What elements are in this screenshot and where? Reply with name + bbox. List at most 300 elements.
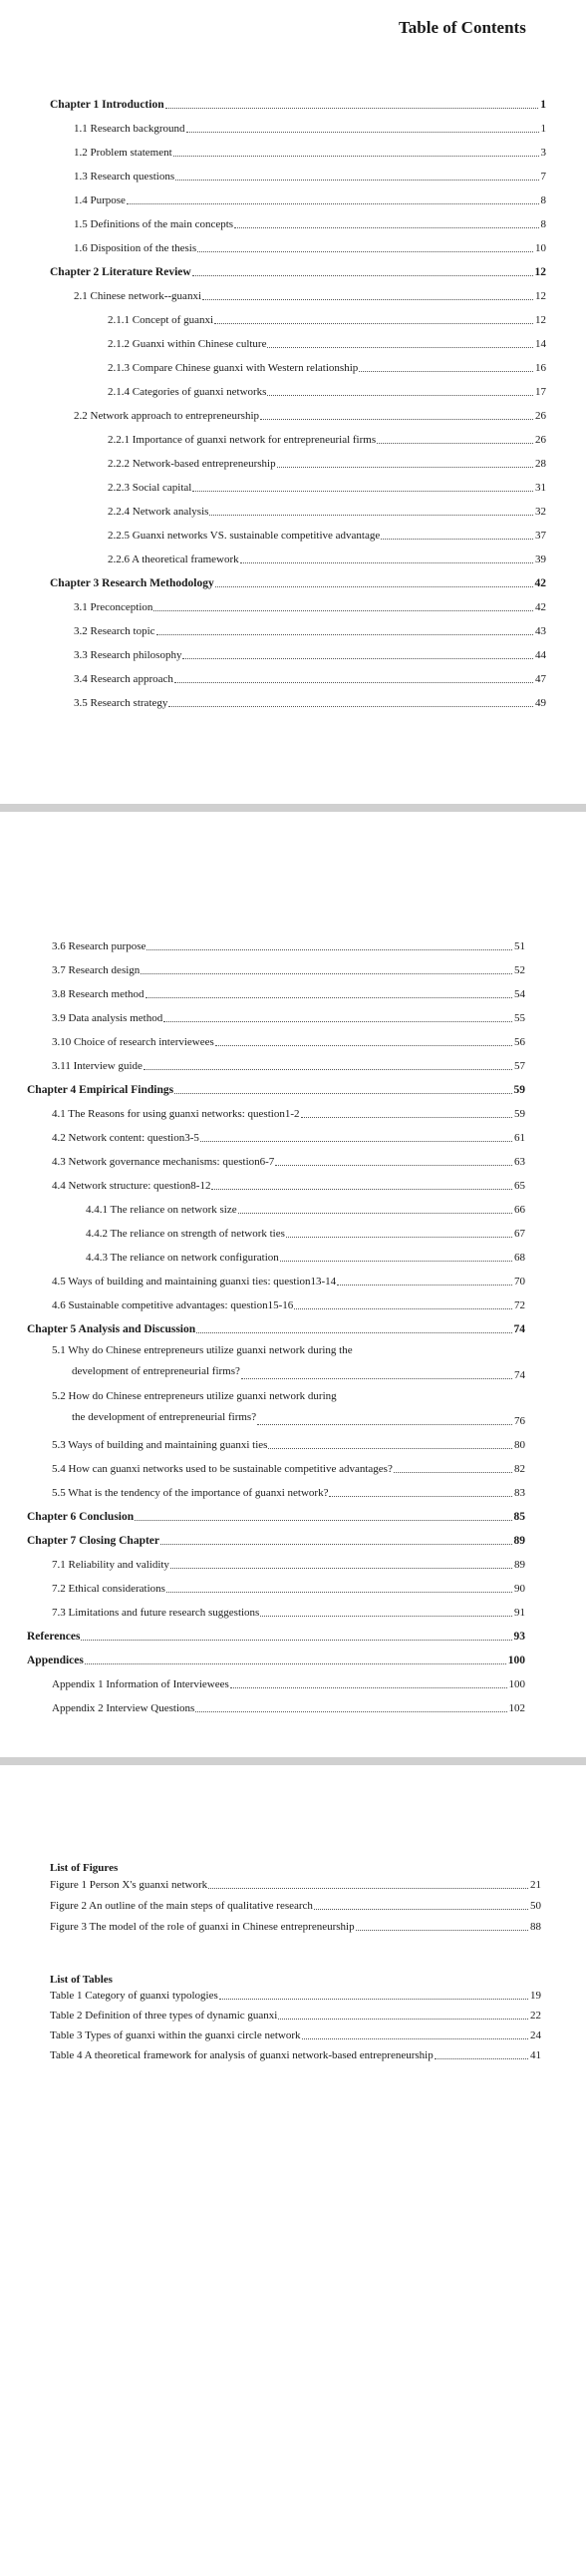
toc-page-number: 41 <box>530 2049 541 2061</box>
toc-page-number: 22 <box>530 2010 541 2022</box>
toc-entry-title <box>27 1322 195 1336</box>
toc-entry-title-line: 3.9 Data analysis method <box>52 1012 163 1024</box>
dot-leader <box>337 1285 512 1286</box>
toc-page-number: 89 <box>513 1535 525 1547</box>
toc-chapter-entry[interactable] <box>0 1646 586 1669</box>
toc-entry-title-line: 5.4 How can guanxi networks used to be sustainable competitive advantages? <box>52 1463 393 1475</box>
toc-entry-title <box>52 1011 162 1025</box>
toc-entry-title-line: 4.4 Network structure: question8-12 <box>52 1180 211 1192</box>
toc-entry-title <box>52 1275 336 1288</box>
dot-leader <box>192 491 533 492</box>
toc-entry-title-line: 3.2 Research topic <box>74 625 155 637</box>
toc-page-1 <box>0 0 586 804</box>
toc-page-number: 8 <box>540 218 546 230</box>
dot-leader <box>215 586 533 587</box>
toc-entry[interactable] <box>0 1123 586 1147</box>
toc-page-number: 70 <box>514 1276 525 1288</box>
dot-leader <box>146 997 512 998</box>
toc-page-number: 74 <box>514 1369 525 1381</box>
toc-entry-title-line: 1.3 Research questions <box>74 171 175 183</box>
toc-entry[interactable] <box>0 1290 586 1314</box>
toc-entry-title <box>74 672 173 686</box>
dot-leader <box>175 180 538 181</box>
toc-entry[interactable] <box>0 329 586 353</box>
toc-entry[interactable] <box>0 1171 586 1195</box>
toc-page-number: 74 <box>513 1323 525 1335</box>
toc-entry[interactable] <box>0 1693 586 1717</box>
toc-page-number: 49 <box>535 697 546 709</box>
page-separator <box>0 804 586 812</box>
toc-entry[interactable] <box>0 1027 586 1051</box>
toc-entry-title-line: Chapter 7 Closing Chapter <box>27 1535 160 1547</box>
toc-entry[interactable] <box>0 377 586 401</box>
toc-entry-title-line: 5.1 Why do Chinese entrepreneurs utilize guanxi network during the <box>52 1344 353 1356</box>
toc-entry-title-line: Table 4 A theoretical framework for analysis of guanxi network-based entrepreneurship <box>50 2049 434 2061</box>
toc-chapter-entry[interactable] <box>0 1526 586 1550</box>
dot-leader <box>85 1663 506 1664</box>
toc-page-number: 44 <box>535 649 546 661</box>
toc-entry-title <box>74 122 185 136</box>
toc-entry[interactable] <box>0 162 586 185</box>
toc-entry[interactable] <box>0 521 586 545</box>
toc-entry-title <box>52 1606 259 1620</box>
toc-page-number: 91 <box>514 1607 525 1619</box>
toc-entry-title-line: 3.10 Choice of research interviewees <box>52 1036 214 1048</box>
toc-entry-title-line: Table 1 Category of guanxi typologies <box>50 1990 218 2002</box>
toc-entry[interactable] <box>0 1478 586 1502</box>
toc-entry-title-line: 3.1 Preconception <box>74 601 153 613</box>
toc-entry-title-line: 1.1 Research background <box>74 123 185 135</box>
toc-entry-title-line: 1.6 Disposition of the thesis <box>74 242 197 254</box>
dot-leader <box>275 1165 512 1166</box>
toc-entry-title <box>108 361 358 375</box>
toc-chapter-entry[interactable] <box>0 257 586 281</box>
toc-entry[interactable] <box>0 2024 586 2044</box>
toc-page-number: 31 <box>535 482 546 494</box>
toc-entry[interactable] <box>0 1099 586 1123</box>
toc-entry-title <box>52 1438 267 1452</box>
toc-page-number: 39 <box>535 553 546 565</box>
toc-entry[interactable] <box>0 616 586 640</box>
toc-page-number: 43 <box>535 625 546 637</box>
toc-page-number: 72 <box>514 1299 525 1311</box>
toc-entry-title <box>27 1630 80 1644</box>
toc-entry[interactable] <box>0 1454 586 1478</box>
toc-page-number: 12 <box>534 266 546 278</box>
toc-entry-title <box>52 1179 210 1193</box>
toc-chapter-entry[interactable] <box>0 1314 586 1338</box>
toc-chapter-entry[interactable] <box>0 1622 586 1646</box>
dot-leader <box>267 395 533 396</box>
toc-entry[interactable] <box>0 1243 586 1267</box>
dot-leader <box>156 634 533 635</box>
toc-entry-title <box>52 1131 199 1145</box>
list-of-tables-heading: List of Tables <box>50 1974 113 1986</box>
toc-entry-title-line: 4.2 Network content: question3-5 <box>52 1132 199 1144</box>
dot-leader <box>240 562 533 563</box>
toc-page-number: 50 <box>530 1900 541 1912</box>
toc-entry-title-line: 3.8 Research method <box>52 988 145 1000</box>
toc-entry-title <box>52 1582 165 1596</box>
toc-entry-title <box>86 1251 279 1265</box>
toc-entry-title <box>52 1558 169 1572</box>
toc-entry-title <box>27 1534 159 1548</box>
dot-leader <box>356 1930 528 1931</box>
toc-chapter-entry[interactable] <box>0 1502 586 1526</box>
toc-entry[interactable] <box>0 1003 586 1027</box>
toc-entry-title-line: Chapter 3 Research Methodology <box>50 577 214 589</box>
toc-entry[interactable] <box>0 1338 586 1384</box>
toc-entry[interactable] <box>0 592 586 616</box>
toc-entry-title <box>52 939 146 953</box>
toc-entry-title-line: Appendix 1 Information of Interviewees <box>52 1678 229 1690</box>
dot-leader <box>165 108 539 109</box>
toc-entry-title-line: Chapter 5 Analysis and Discussion <box>27 1323 196 1335</box>
dot-leader <box>174 682 533 683</box>
toc-entry-title-line: 5.2 How do Chinese entrepreneurs utilize guanxi network during <box>52 1390 337 1402</box>
dot-leader <box>160 1544 511 1545</box>
toc-entry-title <box>52 1462 393 1476</box>
toc-entry-title <box>74 696 167 710</box>
dot-leader <box>260 419 533 420</box>
toc-entry[interactable] <box>0 1430 586 1454</box>
toc-entry-title <box>86 1227 285 1241</box>
toc-entry-title <box>50 98 164 112</box>
toc-page-number: 52 <box>514 964 525 976</box>
toc-entry-title-line: 7.2 Ethical considerations <box>52 1583 165 1595</box>
lists-page <box>0 1765 586 2576</box>
toc-entry-title <box>108 337 266 351</box>
toc-page-number: 100 <box>508 1678 525 1690</box>
toc-entry-title-line: Chapter 6 Conclusion <box>27 1511 135 1523</box>
toc-entry-title-line: Chapter 4 Empirical Findings <box>27 1084 174 1096</box>
page-separator <box>0 1757 586 1765</box>
toc-page-number: 7 <box>540 171 546 183</box>
toc-page-number: 59 <box>514 1108 525 1120</box>
toc-entry[interactable] <box>0 1267 586 1290</box>
toc-entry-title-line: 2.1.3 Compare Chinese guanxi with Western relationship <box>108 362 359 374</box>
dot-leader <box>135 1520 511 1521</box>
toc-entry-title <box>52 1298 293 1312</box>
toc-page-number: 1 <box>540 123 546 135</box>
toc-page-number: 59 <box>513 1084 525 1096</box>
toc-entry[interactable] <box>0 1894 586 1915</box>
toc-entry[interactable] <box>0 449 586 473</box>
toc-page-number: 26 <box>535 410 546 422</box>
toc-entry-title <box>108 385 266 399</box>
dot-leader <box>267 347 533 348</box>
toc-entry-title <box>27 1510 134 1524</box>
list-of-tables <box>0 1985 586 2064</box>
toc-entry-title <box>52 1701 194 1715</box>
toc-entry[interactable] <box>0 1669 586 1693</box>
toc-page-number: 85 <box>513 1511 525 1523</box>
toc-entry-title-line: development of entrepreneurial firms? <box>72 1365 240 1377</box>
toc-chapter-entry[interactable] <box>0 568 586 592</box>
toc-page-number: 21 <box>530 1879 541 1891</box>
toc-entry-title-line: 1.4 Purpose <box>74 194 126 206</box>
toc-entry[interactable] <box>0 1873 586 1894</box>
toc-page-number: 83 <box>514 1487 525 1499</box>
toc-entry-title-line: 2.1.1 Concept of guanxi <box>108 314 214 326</box>
dot-leader <box>196 1332 511 1333</box>
toc-page-number: 63 <box>514 1156 525 1168</box>
toc-entry-title <box>27 1654 84 1667</box>
toc-page-number: 1 <box>540 99 546 111</box>
toc-entry[interactable] <box>0 305 586 329</box>
toc-entry-title <box>52 1340 450 1382</box>
dot-leader <box>208 1888 528 1889</box>
dot-leader <box>215 1045 512 1046</box>
dot-leader <box>302 2038 529 2039</box>
dot-leader <box>435 2058 528 2059</box>
toc-entry-title-line: 2.1.2 Guanxi within Chinese culture <box>108 338 267 350</box>
dot-leader <box>141 973 512 974</box>
toc-entry-title-line: 2.2.5 Guanxi networks VS. sustainable competitive advantage <box>108 530 381 542</box>
dot-leader <box>301 1117 513 1118</box>
toc-entry-title <box>52 1059 143 1073</box>
toc-entry-title-line: 4.1 The Reasons for using guanxi networks: question1-2 <box>52 1108 300 1120</box>
toc-entry[interactable] <box>0 979 586 1003</box>
dot-leader <box>127 203 539 204</box>
toc-entry-title <box>52 963 140 977</box>
toc-page-number: 80 <box>514 1439 525 1451</box>
dot-leader <box>192 275 533 276</box>
toc-page-2 <box>0 812 586 1757</box>
toc-entry[interactable] <box>0 1598 586 1622</box>
toc-page-number: 88 <box>530 1921 541 1933</box>
toc-entry-title-line: Appendix 2 Interview Questions <box>52 1702 195 1714</box>
dot-leader <box>186 132 539 133</box>
toc-page-number: 102 <box>508 1702 525 1714</box>
dot-leader <box>81 1640 511 1641</box>
toc-entry-title <box>74 648 181 662</box>
toc-page-number: 54 <box>514 988 525 1000</box>
toc-page-number: 42 <box>534 577 546 589</box>
toc-entry[interactable] <box>0 353 586 377</box>
toc-entry[interactable] <box>0 931 586 955</box>
toc-entry[interactable] <box>0 664 586 688</box>
toc-entry-title-line: 1.2 Problem statement <box>74 147 172 159</box>
toc-entry-title-line: 2.2 Network approach to entrepreneurship <box>74 410 260 422</box>
toc-entry-title <box>50 1920 355 1934</box>
toc-page-number: 65 <box>514 1180 525 1192</box>
dot-leader <box>394 1472 512 1473</box>
toc-title: Table of Contents <box>399 18 526 37</box>
toc-entry[interactable] <box>0 114 586 138</box>
dot-leader <box>153 610 533 611</box>
toc-entry-title <box>108 457 276 471</box>
toc-entry-title <box>108 313 213 327</box>
dot-leader <box>182 658 533 659</box>
toc-entry[interactable] <box>0 185 586 209</box>
toc-entry-title-line: Figure 3 The model of the role of guanxi in Chinese entrepreneurship <box>50 1921 355 1933</box>
dot-leader <box>197 251 533 252</box>
dot-leader <box>230 1687 507 1688</box>
toc-entries-page-2 <box>0 931 586 1717</box>
toc-entry-title-line: 2.2.3 Social capital <box>108 482 192 494</box>
dot-leader <box>241 1378 512 1379</box>
toc-page-number: 3 <box>540 147 546 159</box>
toc-entry[interactable] <box>0 1147 586 1171</box>
toc-entry-title-line: 3.5 Research strategy <box>74 697 168 709</box>
toc-entry[interactable] <box>0 1574 586 1598</box>
toc-entry-title-line: 2.2.1 Importance of guanxi network for entrepreneurial firms <box>108 434 377 446</box>
dot-leader <box>257 1424 512 1425</box>
toc-page-number: 24 <box>530 2029 541 2041</box>
toc-entry-title <box>50 1878 207 1892</box>
dot-leader <box>214 323 533 324</box>
dot-leader <box>209 515 533 516</box>
toc-entry[interactable] <box>0 2005 586 2024</box>
toc-page-number: 16 <box>535 362 546 374</box>
toc-entry-title <box>108 529 380 543</box>
toc-entry-title-line: the development of entrepreneurial firms? <box>72 1411 257 1423</box>
toc-chapter-entry[interactable] <box>0 1075 586 1099</box>
toc-page-number: 12 <box>535 314 546 326</box>
toc-entry-title <box>108 505 208 519</box>
toc-entry-title-line: 4.4.1 The reliance on network size <box>86 1204 237 1216</box>
dot-leader <box>174 1093 511 1094</box>
toc-entry-title-line: 2.1.4 Categories of guanxi networks <box>108 386 267 398</box>
toc-entry[interactable] <box>0 688 586 712</box>
toc-entry-title-line: 1.5 Definitions of the main concepts <box>74 218 234 230</box>
toc-chapter-entry[interactable] <box>0 90 586 114</box>
toc-entry-title <box>74 170 174 184</box>
toc-entry[interactable] <box>0 545 586 568</box>
toc-entry-title-line: References <box>27 1631 81 1643</box>
dot-leader <box>219 1999 528 2000</box>
toc-entry[interactable] <box>0 281 586 305</box>
toc-entry[interactable] <box>0 497 586 521</box>
toc-entry-title <box>108 481 191 495</box>
toc-entry-title-line: Table 3 Types of guanxi within the guanxi circle network <box>50 2029 301 2041</box>
toc-entry-title-line: 4.3 Network governance mechanisms: question6-7 <box>52 1156 275 1168</box>
toc-page-number: 32 <box>535 506 546 518</box>
toc-entry-title-line: Chapter 1 Introduction <box>50 99 164 111</box>
dot-leader <box>277 467 533 468</box>
dot-leader <box>170 1568 512 1569</box>
toc-entry-title <box>50 576 214 590</box>
toc-page-number: 51 <box>514 940 525 952</box>
toc-page-number: 90 <box>514 1583 525 1595</box>
toc-page-number: 14 <box>535 338 546 350</box>
toc-page-number: 47 <box>535 673 546 685</box>
toc-entry-title <box>52 1486 328 1500</box>
toc-entry-title-line: 4.4.2 The reliance on strength of network ties <box>86 1228 285 1240</box>
toc-page-number: 93 <box>513 1631 525 1643</box>
dot-leader <box>278 2019 528 2020</box>
list-of-figures-heading: List of Figures <box>50 1862 119 1874</box>
dot-leader <box>234 227 538 228</box>
dot-leader <box>173 156 539 157</box>
toc-entry-title-line: 2.2.2 Network-based entrepreneurship <box>108 458 276 470</box>
toc-entry-title <box>74 241 196 255</box>
toc-entry[interactable] <box>0 1384 586 1430</box>
toc-page-number: 100 <box>507 1655 525 1666</box>
dot-leader <box>168 706 533 707</box>
toc-page-number: 28 <box>535 458 546 470</box>
toc-entry-title-line: 2.1 Chinese network--guanxi <box>74 290 201 302</box>
toc-entry-title <box>52 1386 450 1428</box>
toc-page-number: 42 <box>535 601 546 613</box>
toc-entry[interactable] <box>0 640 586 664</box>
toc-page-number: 12 <box>535 290 546 302</box>
toc-entry-title-line: 2.2.4 Network analysis <box>108 506 209 518</box>
dot-leader <box>268 1448 512 1449</box>
toc-entry[interactable] <box>0 209 586 233</box>
dot-leader <box>163 1021 512 1022</box>
toc-entry[interactable] <box>0 473 586 497</box>
toc-entry-title-line: 2.2.6 A theoretical framework <box>108 553 239 565</box>
toc-page-number: 68 <box>514 1252 525 1264</box>
toc-entry-title <box>74 146 172 160</box>
toc-entry[interactable] <box>0 1915 586 1936</box>
toc-entry[interactable] <box>0 1219 586 1243</box>
dot-leader <box>294 1308 512 1309</box>
toc-entry[interactable] <box>0 1550 586 1574</box>
dot-leader <box>314 1909 528 1910</box>
toc-page-number: 56 <box>514 1036 525 1048</box>
toc-entry-title <box>108 552 239 566</box>
toc-entry-title-line: 4.5 Ways of building and maintaining guanxi ties: question13-14 <box>52 1276 337 1288</box>
toc-entry-title-line: Appendices <box>27 1655 84 1666</box>
toc-entry[interactable] <box>0 1195 586 1219</box>
toc-page-number: 66 <box>514 1204 525 1216</box>
toc-entry[interactable] <box>0 401 586 425</box>
toc-entry-title-line: Table 2 Definition of three types of dynamic guanxi <box>50 2010 278 2022</box>
toc-entry[interactable] <box>0 1985 586 2005</box>
toc-entry-title-line: 5.3 Ways of building and maintaining guanxi ties <box>52 1439 268 1451</box>
toc-page-number: 10 <box>535 242 546 254</box>
toc-entry[interactable] <box>0 955 586 979</box>
toc-entry-title <box>86 1203 237 1217</box>
toc-entry-title-line: 5.5 What is the tendency of the importance of guanxi network? <box>52 1487 329 1499</box>
toc-entry-title-line: 4.6 Sustainable competitive advantages: question15-16 <box>52 1299 294 1311</box>
toc-entry-title <box>74 289 201 303</box>
toc-entry-title-line: 3.7 Research design <box>52 964 141 976</box>
toc-entry-title <box>52 1677 229 1691</box>
toc-entry-title <box>74 600 152 614</box>
toc-entry[interactable] <box>0 1051 586 1075</box>
toc-entry[interactable] <box>0 233 586 257</box>
dot-leader <box>211 1189 512 1190</box>
toc-entries-page-1 <box>0 90 586 712</box>
toc-entry-title-line: Chapter 2 Literature Review <box>50 266 191 278</box>
toc-page-number: 8 <box>540 194 546 206</box>
dot-leader <box>377 443 533 444</box>
dot-leader <box>238 1213 512 1214</box>
toc-entry-title <box>52 987 145 1001</box>
dot-leader <box>286 1237 512 1238</box>
toc-entry-title <box>52 1155 274 1169</box>
dot-leader <box>359 371 533 372</box>
dot-leader <box>260 1616 512 1617</box>
toc-entry-title <box>74 624 155 638</box>
toc-entry-title <box>74 217 233 231</box>
toc-entry-title <box>74 193 126 207</box>
toc-entry-title-line: 7.1 Reliability and validity <box>52 1559 169 1571</box>
toc-entry-title-line: 4.4.3 The reliance on network configuration <box>86 1252 279 1264</box>
toc-entry[interactable] <box>0 425 586 449</box>
toc-page-number: 61 <box>514 1132 525 1144</box>
toc-page-number: 76 <box>514 1415 525 1427</box>
toc-entry-title <box>50 2048 434 2062</box>
dot-leader <box>144 1069 512 1070</box>
toc-entry[interactable] <box>0 2044 586 2064</box>
toc-entry-title <box>27 1083 173 1097</box>
toc-entry[interactable] <box>0 138 586 162</box>
